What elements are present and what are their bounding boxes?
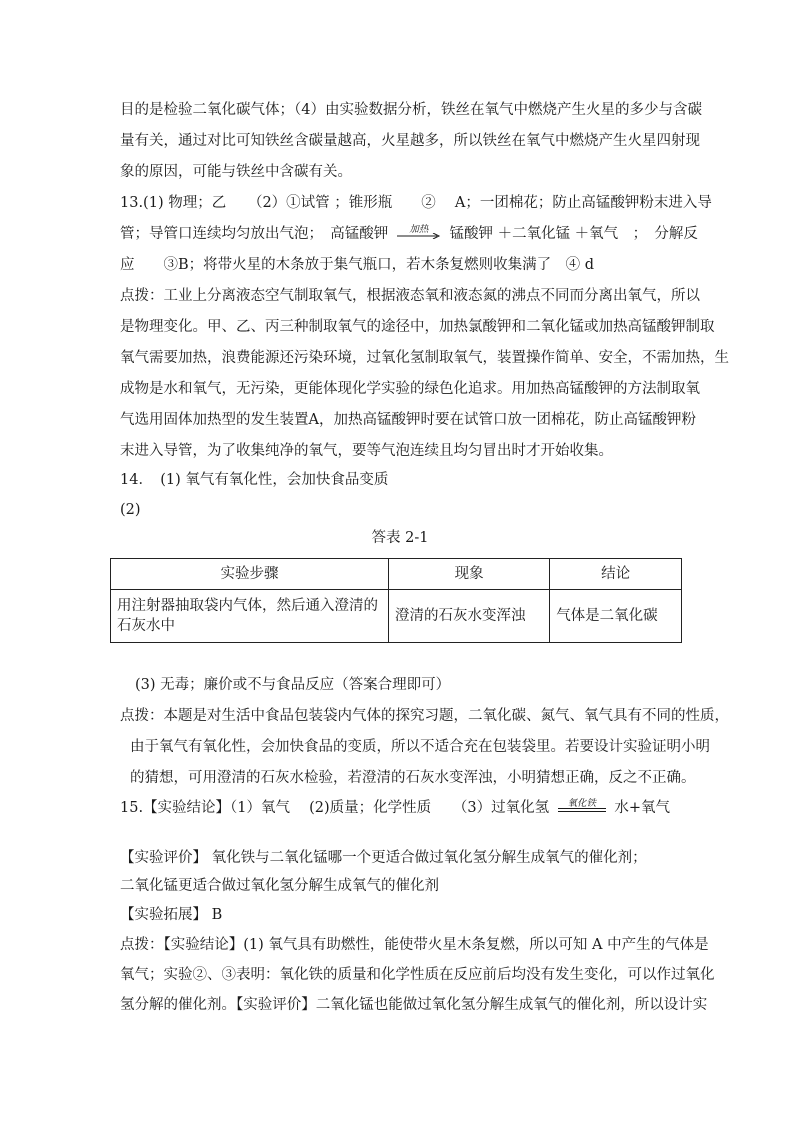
text-line: 末进入导管，为了收集纯净的氧气，要等气泡连续且均匀冒出时才开始收集。 <box>120 443 613 459</box>
text-line: 气选用固体加热型的发生装置A，加热高锰酸钾时要在试管口放一团棉花，防止高锰酸钾粉 <box>120 412 696 428</box>
table-row <box>111 590 682 643</box>
product-text: 水+氧气 <box>614 800 671 816</box>
table-cell: 气体是二氧化碳 <box>550 590 682 643</box>
text-line: 由于氧气有氧化性，会加快食品的变质，所以不适合充在包装袋里。若要设计实验证明小明 <box>130 739 710 755</box>
reaction-arrow <box>558 798 606 818</box>
text-line: 应 ③B；将带火星的木条放于集气瓶口，若木条复燃则收集满了 ④ d <box>120 257 595 273</box>
text-line: 象的原因，可能与铁丝中含碳有关。 <box>120 164 352 180</box>
text-line: 氢分解的催化剂。【实验评价】二氧化锰也能做过氧化氢分解生成氧气的催化剂，所以设计实 <box>120 997 708 1013</box>
question-15-text: 15.【实验结论】（1）氧气 (2)质量；化学性质 （3）过氧化氢 <box>120 800 550 816</box>
table-header-row <box>111 559 682 590</box>
reactant-text: 管；导管口连续均匀放出气泡； 高锰酸钾 <box>120 226 389 242</box>
text-line: 目的是检验二氧化碳气体；（4）由实验数据分析，铁丝在氧气中燃烧产生火星的多少与含碳 <box>120 102 702 118</box>
table-header-cell: 结论 <box>550 559 682 590</box>
text-line: (3) 无毒；廉价或不与食品反应（答案合理即可） <box>135 677 451 693</box>
question-14-heading: 14． (1) 氧气有氧化性，会加快食品变质 <box>120 472 389 488</box>
text-line: 13.(1) 物理；乙 （2）①试管 ；锥形瓶 ② A；一团棉花；防止高锰酸钾粉末进入导 <box>120 195 712 211</box>
text-line: 点拨：【实验结论】(1) 氧气具有助燃性，能使带火星木条复燃，所以可知 A 中产生的气体是 <box>120 937 709 953</box>
text-line: 点拨：工业上分离液态空气制取氧气，根据液态氧和液态氮的沸点不同而分离出氧气，所以 <box>120 288 700 304</box>
text-line: 点拨：本题是对生活中食品包装袋内气体的探究习题，二氧化碳、氮气、氧气具有不同的性质， <box>120 708 729 724</box>
text-line: 【实验拓展】 B <box>120 907 223 923</box>
product-text: 锰酸钾 ＋二氧化锰 ＋氧气 ； 分解反 <box>449 226 698 242</box>
text-line: 是物理变化。甲、乙、丙三种制取氧气的途径中，加热氯酸钾和二氧化锰或加热高锰酸钾制取 <box>120 319 715 335</box>
text-line: 氧气；实验②、③表明：氧化铁的质量和化学性质在反应前后均没有发生变化，可以作过氧化 <box>120 967 715 983</box>
table-cell: 用注射器抽取袋内气体，然后通入澄清的石灰水中 <box>111 590 389 643</box>
table-header-cell: 现象 <box>389 559 550 590</box>
text-line: 量有关，通过对比可知铁丝含碳量越高，火星越多，所以铁丝在氧气中燃烧产生火星四射现 <box>120 133 700 149</box>
reaction-line-heat <box>120 224 698 244</box>
answer-table <box>110 558 682 643</box>
text-line: 二氧化锰更适合做过氧化氢分解生成氧气的催化剂 <box>120 878 439 894</box>
reaction-line-catalyst <box>120 798 670 818</box>
heat-condition-label: 加热 <box>409 224 429 235</box>
arrow-icon <box>397 233 441 239</box>
text-line: 【实验评价】 氧化铁与二氧化锰哪一个更适合做过氧化氢分解生成氧气的催化剂； <box>120 850 647 866</box>
table-header-cell: 实验步骤 <box>111 559 389 590</box>
table-caption: 答表 2-1 <box>371 530 429 546</box>
table-cell: 澄清的石灰水变浑浊 <box>389 590 550 643</box>
catalyst-condition-label: 氧化铁 <box>567 798 597 809</box>
text-line: 成物是水和氧气，无污染，更能体现化学实验的绿色化追求。用加热高锰酸钾的方法制取氧 <box>120 381 700 397</box>
sub-question-label: (2) <box>120 502 141 518</box>
text-line: 氧气需要加热，浪费能源还污染环境，过氧化氢制取氧气，装置操作简单、安全，不需加热，生 <box>120 350 729 366</box>
double-line-icon <box>558 807 606 813</box>
reaction-arrow <box>397 224 441 244</box>
text-line: 的猜想，可用澄清的石灰水检验，若澄清的石灰水变浑浊，小明猜想正确，反之不正确。 <box>130 770 696 786</box>
